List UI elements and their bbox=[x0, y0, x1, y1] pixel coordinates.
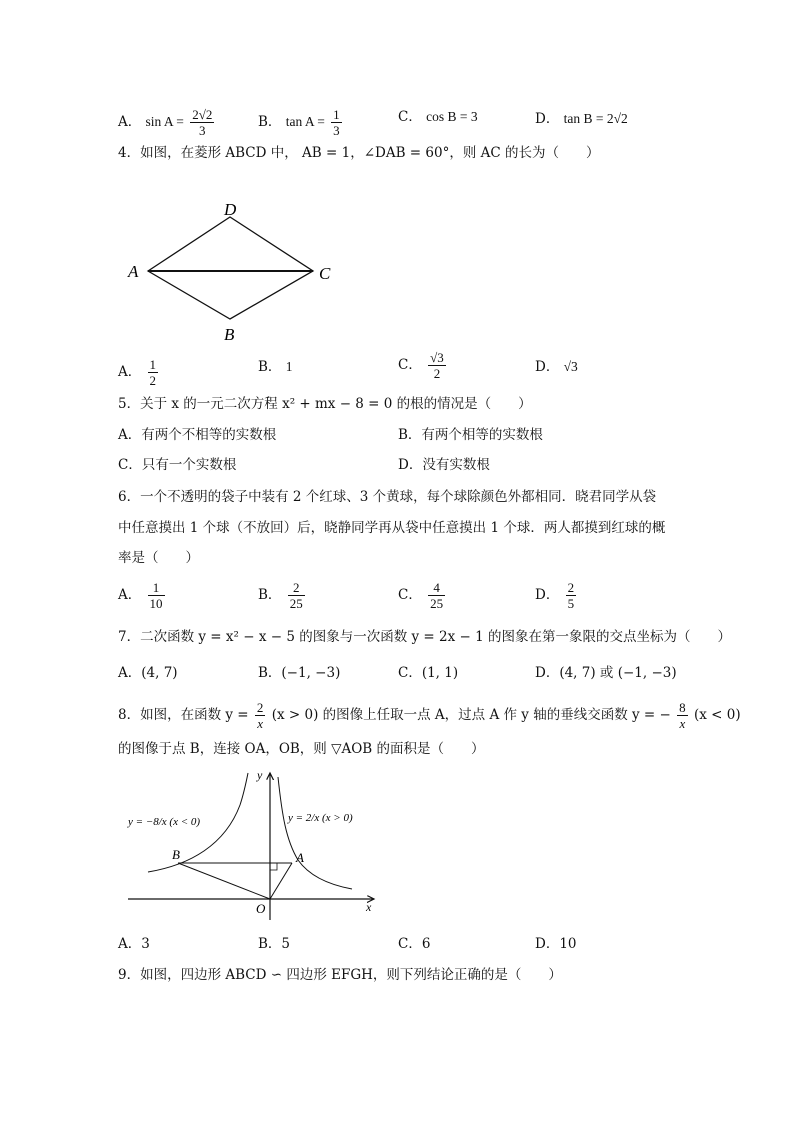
q5-option-c: C．只有一个实数根 bbox=[118, 457, 237, 473]
q3-option-a: A． sin A = $\frac{2√2}{3}$ bbox=[118, 107, 213, 138]
q8-option-a: A．3 bbox=[118, 936, 150, 952]
label-o: O bbox=[256, 901, 266, 916]
q9-stem: 9．如图，四边形 ABCD ∽ 四边形 EFGH，则下列结论正确的是（ ） bbox=[118, 967, 562, 983]
label-b: B bbox=[224, 325, 235, 344]
q4-option-a: A． $\frac{1}{2}$ bbox=[118, 357, 157, 388]
q4-option-d: D． √3 bbox=[535, 359, 578, 375]
q3-option-c: C． cos B = 3 bbox=[398, 109, 478, 125]
q8-option-b: B．5 bbox=[258, 936, 291, 952]
right-equation: y = 2/x (x > 0) bbox=[288, 812, 353, 824]
label-d: D bbox=[224, 200, 237, 219]
q6-line3: 率是（ ） bbox=[118, 550, 199, 566]
q7-option-b: B．(−1, −3) bbox=[258, 665, 341, 681]
rhombus-figure bbox=[120, 195, 350, 345]
q8-stem-line2: 的图像于点 B，连接 OA，OB，则 ▽AOB 的面积是（ ） bbox=[118, 741, 485, 757]
q8-option-c: C．6 bbox=[398, 936, 431, 952]
q4-option-b: B． 1 bbox=[258, 359, 293, 375]
q3-option-d: D． tan B = 2√2 bbox=[535, 111, 628, 127]
q5-option-d: D．没有实数根 bbox=[398, 457, 490, 473]
q6-line1: 6．一个不透明的袋子中装有 2 个红球、3 个黄球，每个球除颜色外都相同．晓君同学从袋 bbox=[118, 489, 657, 505]
label-a: A bbox=[128, 262, 139, 281]
q7-stem: 7．二次函数 y = x² − x − 5 的图象与一次函数 y = 2x − 1 的图象在第一象限的交点坐标为（ ） bbox=[118, 629, 731, 645]
q4-option-c: C． $\frac{√3}{2}$ bbox=[398, 350, 444, 381]
q6-option-b: B． $\frac{2}{25}$ bbox=[258, 580, 303, 611]
q8-stem-line1: 8．如图，在函数 y = $\frac{2}{x}$ (x > 0) 的图像上任取一点 A，过点 A 作 y 轴的垂线交函数 y = − $\frac{8}{x}$ (x < 0) bbox=[118, 700, 741, 731]
q6-option-a: A． $\frac{1}{10}$ bbox=[118, 580, 163, 611]
label-y: y bbox=[257, 768, 263, 782]
q6-option-c: C． $\frac{4}{25}$ bbox=[398, 580, 444, 611]
q7-option-d: D．(4, 7) 或 (−1, −3) bbox=[535, 665, 677, 681]
q5-option-a: A．有两个不相等的实数根 bbox=[118, 427, 277, 443]
q3-option-b: B． tan A = $\frac{1}{3}$ bbox=[258, 107, 340, 138]
label-a: A bbox=[296, 850, 304, 865]
q6-line2: 中任意摸出 1 个球（不放回）后，晓静同学再从袋中任意摸出 1 个球．两人都摸到红球的概 bbox=[118, 520, 666, 536]
q8-option-d: D．10 bbox=[535, 936, 577, 952]
label-x: x bbox=[366, 900, 372, 914]
q6-option-d: D． $\frac{2}{5}$ bbox=[535, 580, 575, 611]
q7-option-a: A．(4, 7) bbox=[118, 665, 178, 681]
q7-option-c: C．(1, 1) bbox=[398, 665, 459, 681]
left-equation: y = −8/x (x < 0) bbox=[128, 816, 201, 828]
q4-stem: 4．如图，在菱形 ABCD 中， AB = 1，∠DAB = 60°，则 AC 的长为（ ） bbox=[118, 145, 600, 161]
label-b: B bbox=[172, 847, 180, 862]
hyperbola-figure bbox=[120, 765, 385, 925]
q5-stem: 5．关于 x 的一元二次方程 x² + mx − 8 = 0 的根的情况是（ ） bbox=[118, 396, 532, 412]
q5-option-b: B．有两个相等的实数根 bbox=[398, 427, 543, 443]
label-c: C bbox=[319, 264, 331, 283]
